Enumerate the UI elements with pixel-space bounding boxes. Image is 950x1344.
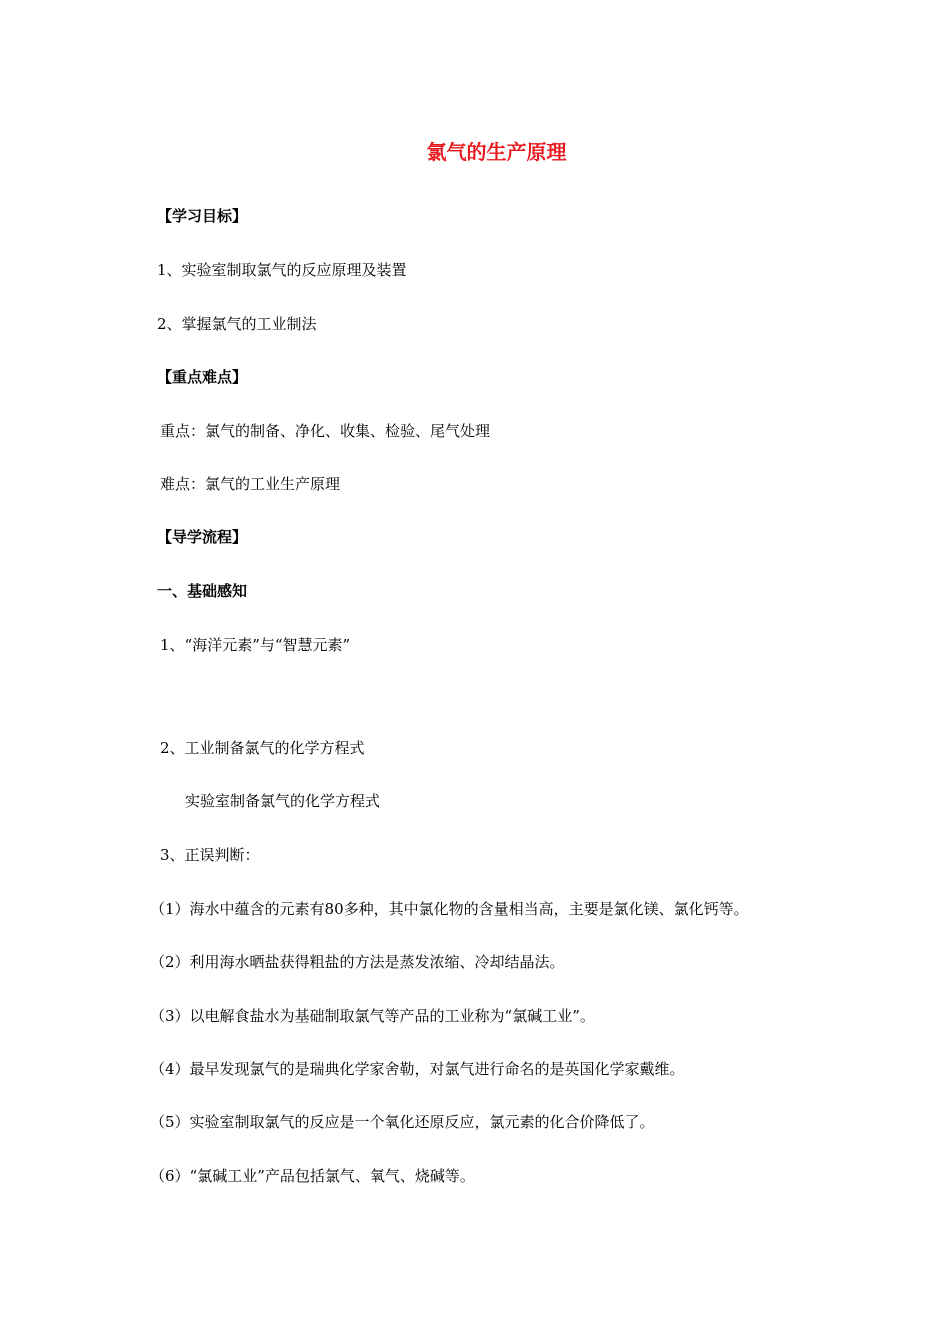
difficult-point: 难点：氯气的工业生产原理 [160, 475, 341, 493]
objectives-heading: 【学习目标】 [157, 207, 248, 225]
key-points-heading: 【重点难点】 [157, 368, 248, 386]
item-2: 2、工业制备氯气的化学方程式 [160, 739, 365, 757]
document-title: 氯气的生产原理 [426, 140, 567, 164]
judgment-1: （1）海水中蕴含的元素有80多种，其中氯化物的含量相当高，主要是氯化镁、氯化钙等。 [150, 900, 749, 918]
objective-1: 1、实验室制取氯气的反应原理及装置 [157, 261, 407, 279]
judgment-3: （3）以电解食盐水为基础制取氯气等产品的工业称为“氯碱工业”。 [150, 1007, 595, 1025]
judgment-4: （4）最早发现氯气的是瑞典化学家舍勒，对氯气进行命名的是英国化学家戴维。 [150, 1060, 685, 1078]
judgment-6: （6）“氯碱工业”产品包括氯气、氧气、烧碱等。 [150, 1167, 475, 1185]
basic-heading: 一、基础感知 [157, 582, 248, 600]
item-3: 3、正误判断： [160, 846, 260, 864]
process-heading: 【导学流程】 [157, 528, 248, 546]
key-point: 重点：氯气的制备、净化、收集、检验、尾气处理 [160, 422, 491, 440]
judgment-5: （5）实验室制取氯气的反应是一个氧化还原反应，氯元素的化合价降低了。 [150, 1113, 655, 1131]
judgment-2: （2）利用海水晒盐获得粗盐的方法是蒸发浓缩、冷却结晶法。 [150, 953, 565, 971]
item-1: 1、“海洋元素”与“智慧元素” [160, 636, 351, 654]
objective-2: 2、掌握氯气的工业制法 [157, 315, 317, 333]
item-2b: 实验室制备氯气的化学方程式 [185, 792, 381, 810]
